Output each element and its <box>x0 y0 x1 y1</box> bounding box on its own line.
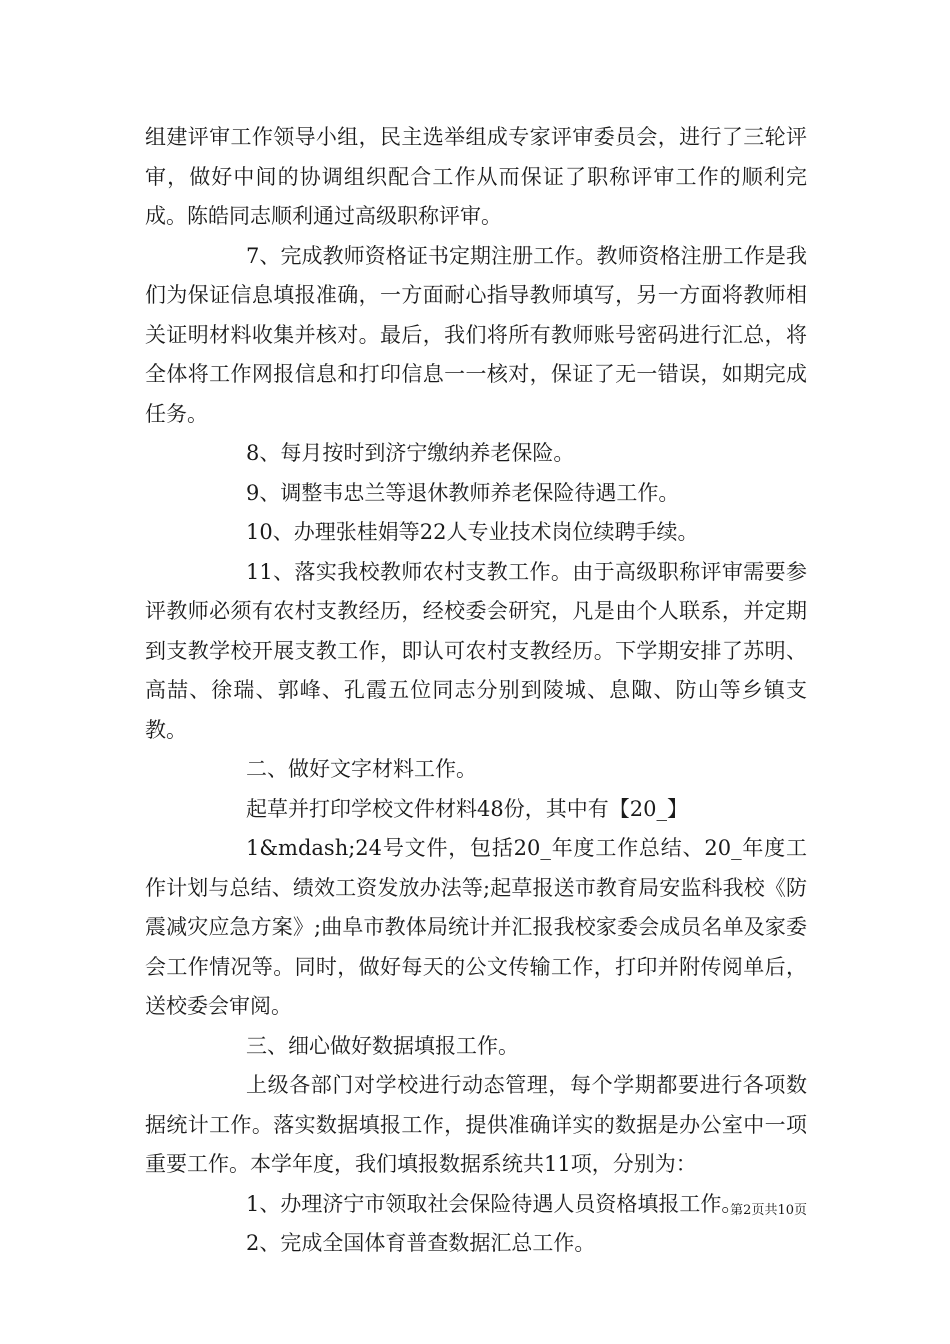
paragraph-item-11: 11、落实我校教师农村支教工作。由于高级职称评审需要参评教师必须有农村支教经历，经校委会研究，凡是由个人联系，并定期到支教学校开展支教工作，即认可农村支教经历。下学期安排了苏明、高喆、徐瑞、郭峰、孔霞五位同志分别到陵城、息陬、防山等乡镇支教。 <box>145 559 807 742</box>
paragraph-drafting: 起草并打印学校文件材料48份，其中有【20_】 <box>246 796 688 821</box>
section-heading-2: 二、做好文字材料工作。 <box>246 757 477 781</box>
paragraph-item-10: 10、办理张桂娟等22人专业技术岗位续聘手续。 <box>246 520 699 544</box>
paragraph-continued: 组建评审工作领导小组，民主选举组成专家评审委员会，进行了三轮评审，做好中间的协调组织配合工作从而保证了职称评审工作的顺利完成。陈皓同志顺利通过高级职称评审。 <box>145 125 807 228</box>
document-body <box>145 118 807 1264</box>
page-number: 第2页共10页 <box>730 1203 807 1218</box>
paragraph-item-8: 8、每月按时到济宁缴纳养老保险。 <box>246 441 575 465</box>
paragraph-documents: 1&mdash;24号文件，包括20_年度工作总结、20_年度工作计划与总结、绩效工资发放办法等;起草报送市教育局安监科我校《防震减灾应急方案》;曲阜市教体局统计并汇报我校家委会成员名单及家委会工作情况等。同时，做好每天的公文传输工作，打印并附传阅单后，送校委会审阅。 <box>145 836 807 1018</box>
section-heading-3: 三、细心做好数据填报工作。 <box>246 1033 519 1058</box>
paragraph-item-9: 9、调整韦忠兰等退休教师养老保险待遇工作。 <box>246 480 680 505</box>
list-item-2: 2、完成全国体育普查数据汇总工作。 <box>246 1231 596 1255</box>
list-item-1: 1、办理济宁市领取社会保险待遇人员资格填报工作。 <box>246 1191 743 1216</box>
paragraph-item-7: 7、完成教师资格证书定期注册工作。教师资格注册工作是我们为保证信息填报准确，一方面耐心指导教师填写，另一方面将教师相关证明材料收集并核对。最后，我们将所有教师账号密码进行汇总，将全体将工作网报信息和打印信息一一核对，保证了无一错误，如期完成任务。 <box>145 243 807 426</box>
paragraph-data-reporting: 上级各部门对学校进行动态管理，每个学期都要进行各项数据统计工作。落实数据填报工作，提供准确详实的数据是办公室中一项重要工作。本学年度，我们填报数据系统共11项，分别为： <box>145 1073 807 1176</box>
